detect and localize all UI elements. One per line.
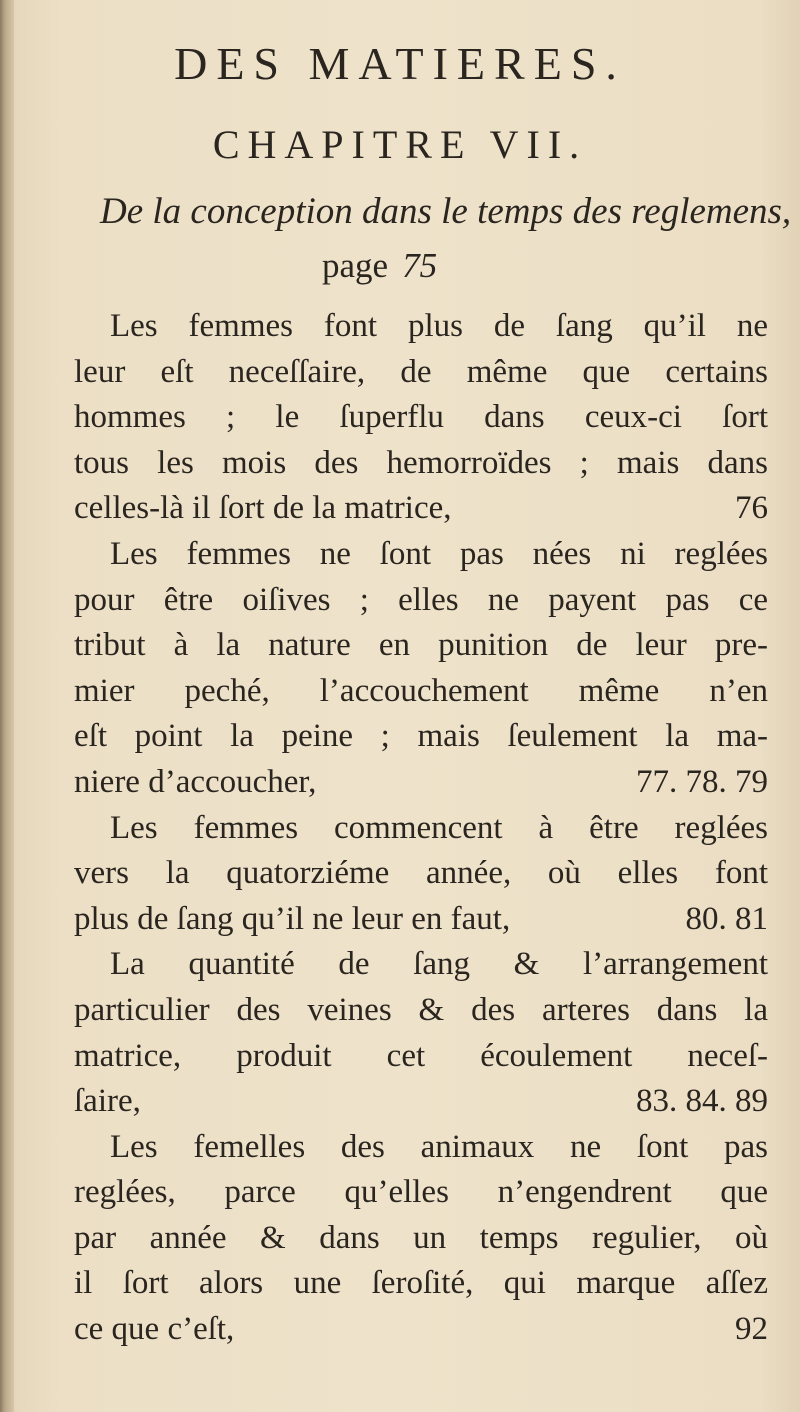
entry-page-ref: 92 [735,1311,768,1348]
entry-line: tribut à la nature en punition de leur pre- [74,627,768,664]
entry-line: reglées, parce qu’elles n’engendrent que [74,1174,768,1211]
page-word: page [322,246,389,285]
entry-text: ſaire, [74,1083,141,1120]
entry-line: tous les mois des hemorroïdes ; mais dans [74,444,768,481]
chapter-heading: CHAPITRE VII. [212,122,588,167]
index-entry [74,806,768,943]
entry-text: niere d’accoucher, [74,763,317,800]
entry-text: celles-là il ſort de la matrice, [74,490,452,527]
entry-last-line [74,760,768,806]
entry-page-ref: 76 [735,490,768,527]
entry-last-line [74,897,768,943]
index-entry [74,942,768,1124]
entry-line: Les femelles des animaux ne ſont pas [110,1128,768,1165]
entry-page-ref: 80. 81 [685,900,768,937]
entry-line: mier peché, l’accouchement même n’en [74,672,768,709]
entry-page-ref: 83. 84. 89 [636,1083,768,1120]
entry-line: Les femmes commencent à être reglées [110,809,768,846]
entry-line: particulier des veines & des arteres dans la [74,991,768,1028]
entry-text: plus de ſang qu’il ne leur en faut, [74,900,511,937]
entry-line: hommes ; le ſuperflu dans ceux-ci ſort [74,399,768,436]
entry-last-line [74,1307,768,1353]
page-gutter [0,0,14,1412]
chapter-page-reference [322,240,437,292]
index-entry [74,304,768,532]
entry-line: Les femmes ne ſont pas nées ni reglées [110,535,768,572]
entry-line: il ſort alors une ſeroſité, qui marque aſſez [74,1265,768,1302]
entry-line: leur eſt neceſſaire, de même que certains [74,353,768,390]
entry-text: ce que c’eſt, [74,1311,235,1348]
entry-line: matrice, produit cet écoulement neceſ- [74,1037,768,1074]
running-head: DES MATIERES. [174,38,626,89]
index-entry [74,1125,768,1353]
index-entry [74,532,768,806]
entry-page-ref: 77. 78. 79 [636,763,768,800]
entry-last-line [74,486,768,532]
chapter-subtitle: De la conception dans le temps des reglemens, [100,191,792,232]
entry-last-line [74,1079,768,1125]
entry-line: par année & dans un temps regulier, où [74,1219,768,1256]
index-entries [74,304,768,1353]
entry-line: Les femmes font plus de ſang qu’il ne [110,308,768,344]
page-number: 75 [402,246,438,285]
entry-line: La quantité de ſang & l’arrangement [110,946,768,983]
entry-line: vers la quatorziéme année, où elles font [74,855,768,892]
entry-line: pour être oiſives ; elles ne payent pas ce [74,581,768,618]
entry-line: eſt point la peine ; mais ſeulement la ma- [74,718,768,755]
